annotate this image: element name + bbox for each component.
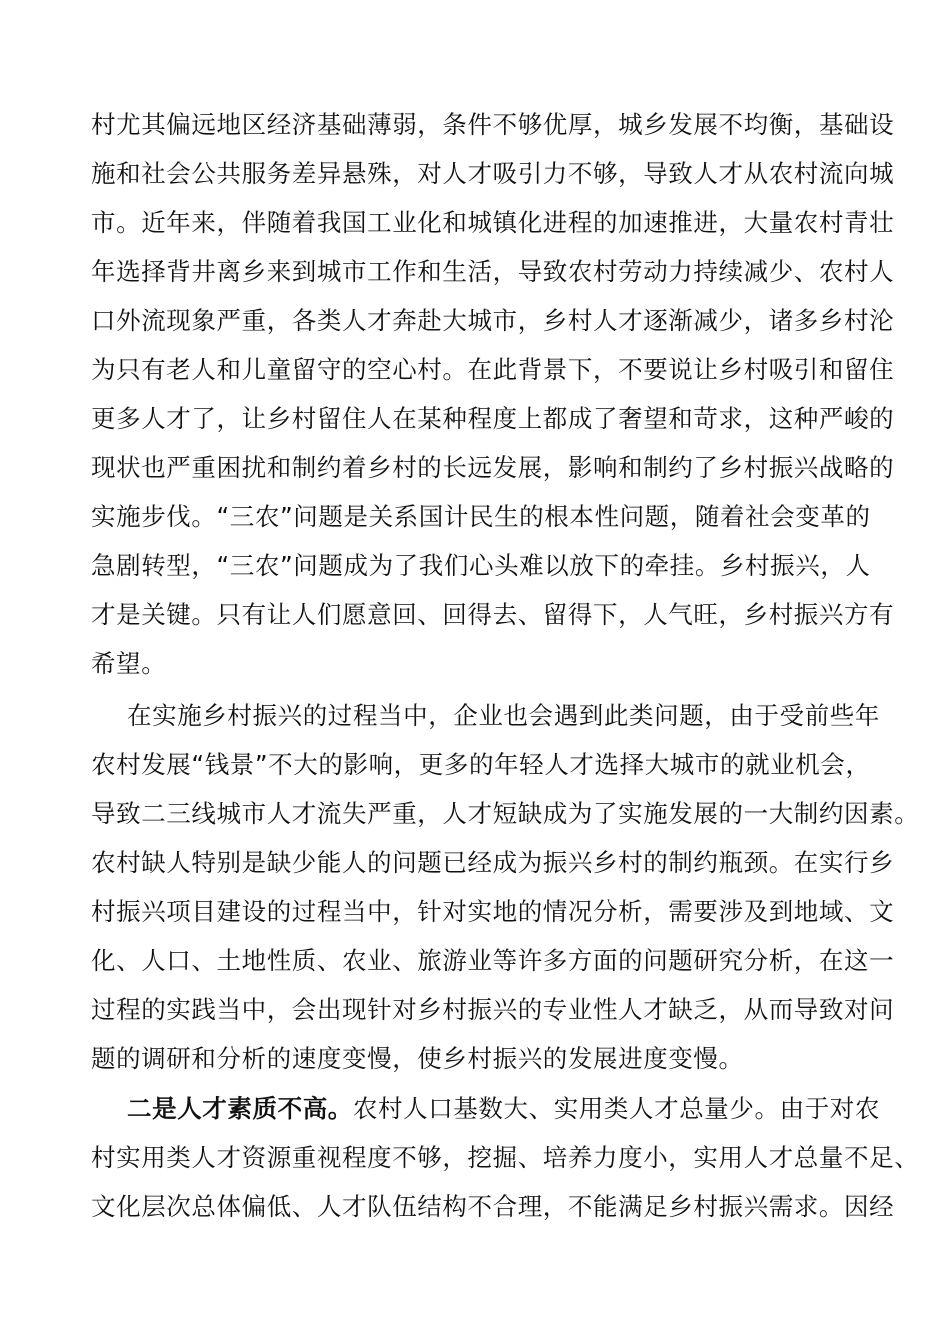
text-line: 导致二三线城市人才流失严重，人才短缺成为了实施发展的一大制约因素。: [91, 799, 920, 828]
text-line: 化、人口、土地性质、农业、旅游业等许多方面的问题研究分析，在这一: [91, 946, 895, 975]
text-line: 村实用类人才资源重视程度不够，挖掘、培养力度小，实用人才总量不足、: [91, 1143, 920, 1172]
text-line: 口外流现象严重，各类人才奔赴大城市，乡村人才逐渐减少，诸多乡村沦: [91, 306, 895, 335]
text-line: 施和社会公共服务差异悬殊，对人才吸引力不够，导致人才从农村流向城: [91, 159, 895, 188]
paragraph-heading-line: [127, 1089, 880, 1129]
text-line: 在实施乡村振兴的过程当中，企业也会遇到此类问题，由于受前些年: [127, 701, 880, 730]
text-line: 年选择背井离乡来到城市工作和生活，导致农村劳动力持续减少、农村人: [91, 257, 895, 286]
text-line: 实施步伐。“三农”问题是关系国计民生的根本性问题，随着社会变革的: [91, 502, 871, 531]
text-line: 现状也严重困扰和制约着乡村的长远发展，影响和制约了乡村振兴战略的: [91, 453, 895, 482]
text-line: 为只有老人和儿童留守的空心村。在此背景下，不要说让乡村吸引和留住: [91, 355, 895, 384]
text-line: 题的调研和分析的速度变慢，使乡村振兴的发展进度变慢。: [91, 1044, 744, 1073]
text-line: 急剧转型，“三农”问题成为了我们心头难以放下的牵挂。乡村振兴，人: [91, 551, 871, 580]
text-line: 过程的实践当中，会出现针对乡村振兴的专业性人才缺乏，从而导致对问: [91, 995, 895, 1024]
text-line: 农村人口基数大、实用类人才总量少。由于对农: [352, 1094, 881, 1123]
text-line: 农村发展“钱景”不大的影响，更多的年轻人才选择大城市的就业机会，: [91, 750, 871, 779]
text-line: 农村缺人特别是缺少能人的问题已经成为振兴乡村的制约瓶颈。在实行乡: [91, 848, 895, 877]
text-line: 村振兴项目建设的过程当中，针对实地的情况分析，需要涉及到地域、文: [91, 897, 895, 926]
text-line: 希望。: [91, 649, 167, 678]
text-line: 才是关键。只有让人们愿意回、回得去、留得下，人气旺，乡村振兴方有: [91, 600, 895, 629]
section-heading: 二是人才素质不高。: [127, 1094, 353, 1123]
text-line: 更多人才了，让乡村留住人在某种程度上都成了奢望和苛求，这种严峻的: [91, 404, 895, 433]
text-line: 村尤其偏远地区经济基础薄弱，条件不够优厚，城乡发展不均衡，基础设: [91, 110, 895, 139]
text-line: 市。近年来，伴随着我国工业化和城镇化进程的加速推进，大量农村青壮: [91, 208, 895, 237]
text-line: 文化层次总体偏低、人才队伍结构不合理，不能满足乡村振兴需求。因经: [91, 1192, 895, 1221]
